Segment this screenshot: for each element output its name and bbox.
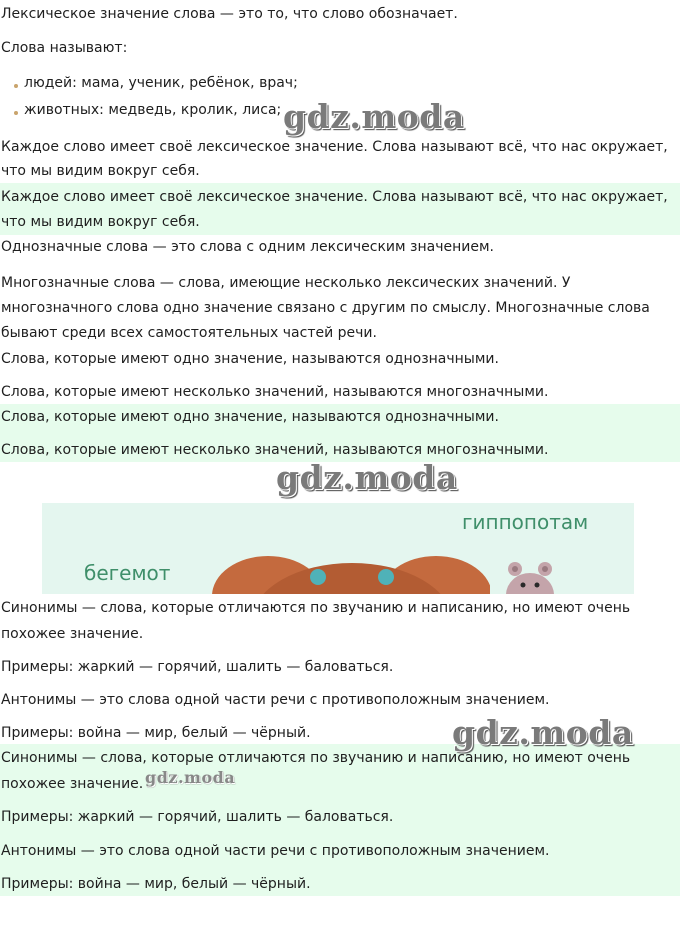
illustration-word-right: гиппопотам — [462, 510, 589, 534]
answer-line: Антонимы — это слова одной части речи с противоположным значением. — [1, 843, 550, 859]
multi-meaning-definition-line: многозначного слова одно значение связано с другим по смыслу. Многозначные слова — [1, 300, 650, 316]
answer-line: Примеры: жаркий — горячий, шалить — баловаться. — [1, 809, 394, 825]
answer-line: что мы видим вокруг себя. — [1, 214, 200, 230]
question-line: Слова, которые имеют одно значение, называются однозначными. — [1, 351, 499, 367]
intro-subheading: Слова называют: — [1, 40, 128, 56]
answer-line: Примеры: война — мир, белый — чёрный. — [1, 876, 311, 892]
question-line: Слова, которые имеют несколько значений, называются многозначными. — [1, 384, 549, 400]
answer-line: Слова, которые имеют несколько значений, называются многозначными. — [1, 442, 549, 458]
bullet-icon — [14, 84, 18, 88]
single-meaning-definition: Однозначные слова — это слова с одним лексическим значением. — [1, 239, 494, 255]
lexical-paragraph-line: что мы видим вокруг себя. — [1, 163, 200, 179]
answer-line: Слова, которые имеют одно значение, называются однозначными. — [1, 409, 499, 425]
synonym-definition-line: Синонимы — слова, которые отличаются по звучанию и написанию, но имеют очень — [1, 600, 631, 616]
watermark: gdz.moda — [283, 97, 465, 136]
synonym-examples: Примеры: жаркий — горячий, шалить — баловаться. — [1, 659, 394, 675]
hippo-icon — [497, 559, 567, 594]
bullet-icon — [14, 111, 18, 115]
multi-meaning-definition-line: бывают среди всех самостоятельных частей речи. — [1, 325, 377, 341]
multi-meaning-definition-line: Многозначные слова — слова, имеющие несколько лексических значений. У — [1, 275, 571, 291]
girl-head-icon — [210, 541, 490, 594]
list-item: людей: мама, ученик, ребёнок, врач; — [24, 75, 298, 91]
illustration-word-left: бегемот — [84, 561, 171, 585]
synonym-definition-line: похожее значение. — [1, 626, 144, 642]
watermark: gdz.moda — [145, 768, 236, 787]
answer-line: Синонимы — слова, которые отличаются по звучанию и написанию, но имеют очень — [1, 750, 631, 766]
answer-line: похожее значение. — [1, 776, 144, 792]
antonym-definition: Антонимы — это слова одной части речи с противоположным значением. — [1, 692, 550, 708]
intro-paragraph: Лексическое значение слова — это то, что слово обозначает. — [1, 6, 458, 22]
lexical-paragraph-line: Каждое слово имеет своё лексическое значение. Слова называют всё, что нас окружает, — [1, 139, 668, 155]
illustration — [42, 503, 634, 594]
list-item: животных: медведь, кролик, лиса; — [24, 102, 282, 118]
answer-line: Каждое слово имеет своё лексическое значение. Слова называют всё, что нас окружает, — [1, 189, 668, 205]
watermark: gdz.moda — [276, 458, 458, 497]
antonym-examples: Примеры: война — мир, белый — чёрный. — [1, 725, 311, 741]
watermark: gdz.moda — [452, 713, 634, 752]
